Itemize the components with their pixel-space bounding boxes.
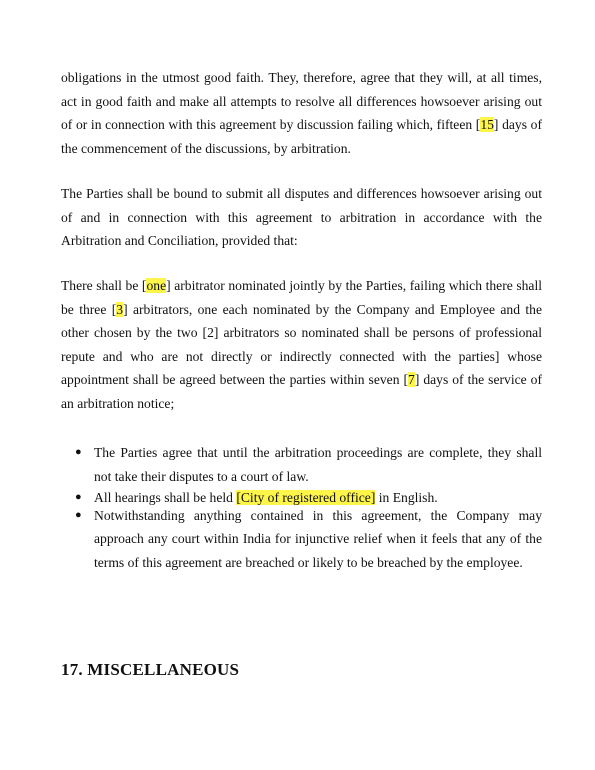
bullet-list bbox=[61, 441, 542, 574]
list-item-text: All hearings shall be held bbox=[94, 490, 237, 505]
list-item bbox=[61, 504, 542, 575]
paragraph-arbitration-submission bbox=[61, 182, 542, 253]
highlighted-placeholder-arbitrator-count: one bbox=[146, 278, 167, 293]
paragraph-text: ] days of the commencement of the discussions, by arbitration. bbox=[61, 117, 542, 156]
list-item-text: in English. bbox=[375, 490, 438, 505]
paragraph-arbitrator-nomination bbox=[61, 274, 542, 415]
paragraph-text: obligations in the utmost good faith. They, therefore, agree that they will, at all times, act in good faith and make all attempts to resolve all differences howsoever arising out of or in connection with this agreement by discussion failing which, fifteen [ bbox=[61, 70, 542, 132]
bullet-icon: ● bbox=[75, 446, 82, 458]
highlighted-placeholder-city: [City of registered office] bbox=[236, 490, 376, 505]
list-item bbox=[61, 441, 542, 488]
bullet-icon: ● bbox=[75, 491, 82, 503]
paragraph-text: ] arbitrators, one each nominated by the Company and Employee and the other chosen by the two [2] arbitrators so nominated shall be persons of professional repute and who are not directly or indirectly connected with the parties] whose appointment shall be agreed between the parties within seven [ bbox=[61, 301, 542, 387]
paragraph-text: The Parties shall be bound to submit all disputes and differences howsoever arising out of and in connection with this agreement to arbitration in accordance with the Arbitration and Conciliation, provided that: bbox=[61, 186, 542, 248]
highlighted-placeholder-arbitrators: 3 bbox=[116, 301, 124, 317]
list-item-text: Notwithstanding anything contained in this agreement, the Company may approach any court within India for injunctive relief when it feels that any of the terms of this agreement are breached or likely to be breached by the employee. bbox=[94, 507, 542, 570]
paragraph-text: ] arbitrator nominated jointly by the Parties, failing which there shall be three [ bbox=[61, 278, 543, 317]
section-heading: 17. MISCELLANEOUS bbox=[61, 660, 240, 679]
highlighted-placeholder-appointment-days: 7 bbox=[408, 372, 415, 387]
list-item-text: The Parties agree that until the arbitration proceedings are complete, they shall not take their disputes to a court of law. bbox=[94, 445, 542, 484]
highlighted-placeholder-days: 15 bbox=[480, 117, 494, 132]
paragraph-text: ] days of the service of an arbitration notice; bbox=[61, 372, 542, 411]
bullet-icon: ● bbox=[75, 508, 82, 521]
paragraph-text: There shall be [ bbox=[61, 278, 147, 293]
paragraph-good-faith bbox=[61, 66, 542, 160]
